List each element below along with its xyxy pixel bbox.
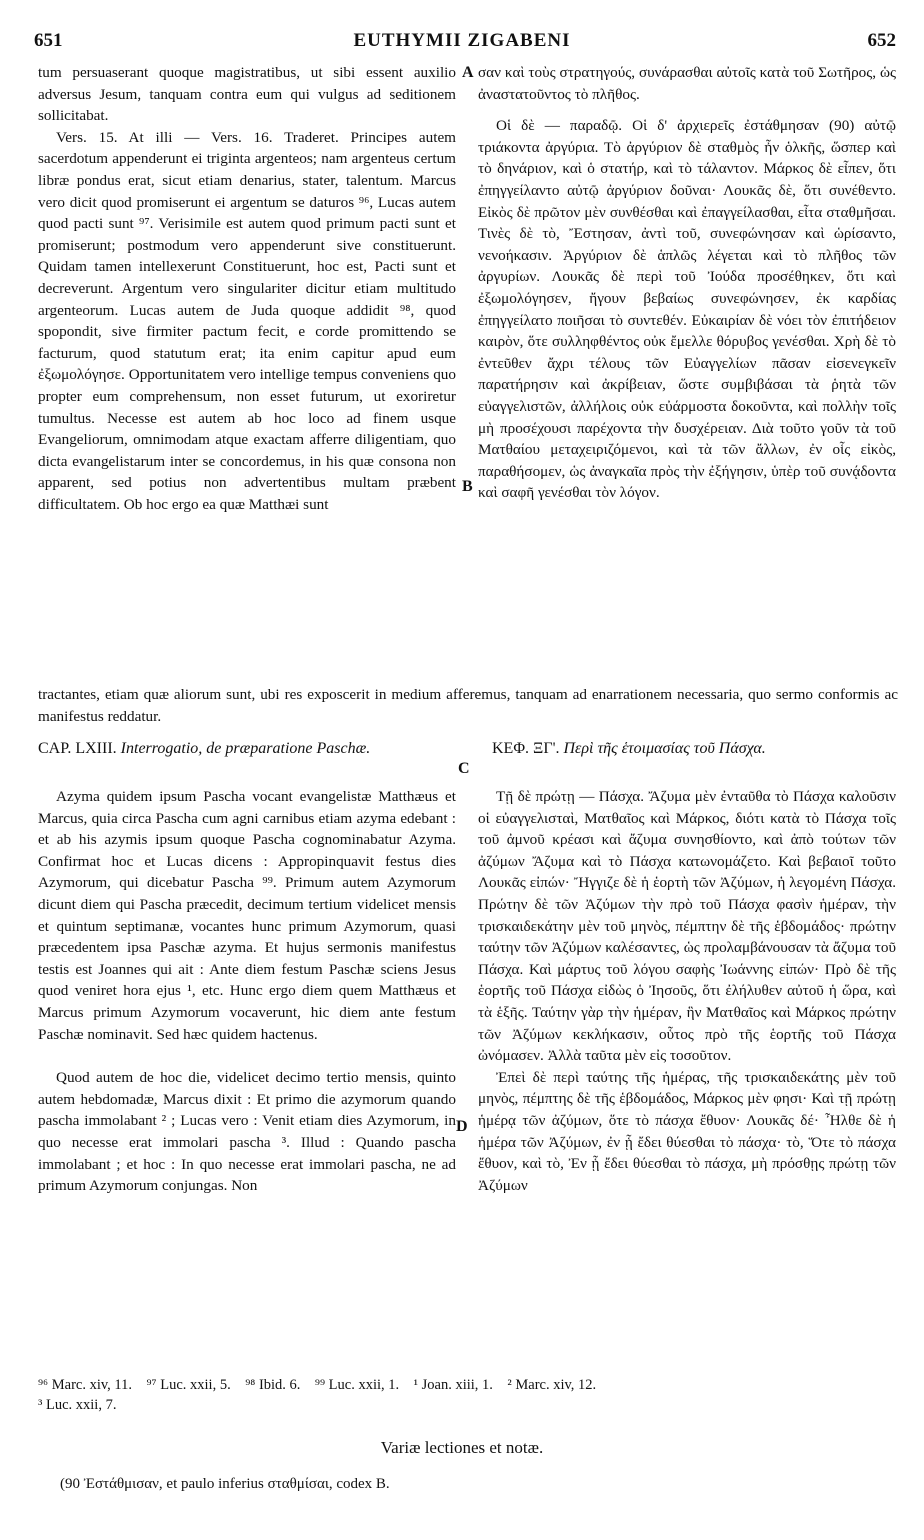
greek-paragraph: Οἱ δὲ — παραδῷ. Οἱ δ' ἀρχιερεῖς ἐστάθμησαν (90) αὐτῷ τριάκοντα ἀργύρια. Τὸ ἀργύριον δὲ σταθμὸς ἦν ὁλκῆς, ὥσπερ καὶ τὸ δηνάριον, καὶ ὁ στατήρ, καὶ τὸ τάλαντον. Μάρκος δὲ εἶπεν, ὅτι ἐπηγγείλαντο αὐτῷ ἀργύριον δοῦναι· Λουκᾶς δὲ, ὅτι συνέθεντο. Εἰκὸς δὲ πρῶτον μὲν συνθέσθαι καὶ ἐπαγγείλασθαι, εἶτα σταθμῆσαι. Τινὲς δὲ τὸ, Ἔστησαν, ἀντὶ τοῦ, συνεφώνησαν καὶ ὡρίσαντο, νενοήκασιν. Ἀργύριον δὲ ἁπλῶς λέγεται καὶ τὸ πλῆθος τῶν ἀργυρίων. Λουκᾶς δὲ περὶ τοῦ Ἰούδα προσέθηκεν, ὅτι καὶ ἐξωμολόγησεν, ἤγουν βεβαίως συνεφώνησεν, ἐκ καρδίας ἐπηγγείλατο ποιῆσαι τὸ συντεθέν. Εὐκαιρίαν δὲ νόει τὸν ἐπιτήδειον καιρὸν, ὅτε συλληφθέντος οὐκ ἔμελλε θόρυβος γενέσθαι. Χρὴ δὲ τὸ ἐντεῦθεν ἄχρι τέλους τῶν Εὐαγγελίων πᾶσαν εἰσενεγκεῖν παρατήρησιν καὶ ἀκρίβειαν, ὥστε συμβιβάσαι τὰ ῥητὰ τῶν εὐαγγελιστῶν, ἀλλήλοις οὐκ εὐάρμοστα δοκοῦντα, καὶ πολλὴν τοῖς μὴ προσέχουσι παρέχοντα τὴν δυσχέρειαν. Διὰ τοῦτο γοῦν τὰ τοῦ Ματθαίου μεταχειριζόμενοι, καὶ τὰ τῶν ἄλλων, ἐν οἷς εἰκὸς, παραθήσομεν, ὡς ἀναγκαῖα πρὸς τὴν ἐξήγησιν, ὑπὲρ τοῦ συνᾴδοντα καὶ σαφῆ γενέσθαι τὸν λόγον.	[478, 117, 896, 502]
footnote-line: ⁹⁶ Marc. xiv, 11. ⁹⁷ Luc. xxii, 5. ⁹⁸ Ibid. 6. ⁹⁹ Luc. xxii, 1. ¹ Joan. xiii, 1. ² Marc. xiv, 12.	[38, 1377, 597, 1393]
chapter-heading-greek	[492, 738, 902, 760]
latin-column-top	[38, 62, 456, 515]
chapter-heading-latin	[38, 738, 458, 760]
greek-paragraph: σαν καὶ τοὺς στρατηγούς, συνάρασθαι αὐτοῖς κατὰ τοῦ Σωτῆρος, ὡς ἀναστατοῦντος τὸ πλῆθος.	[478, 64, 896, 103]
page-number-right: 652	[867, 30, 896, 51]
margin-marker-d: D	[456, 1118, 468, 1135]
greek-column-top	[478, 62, 896, 504]
variae-heading: Variæ lectiones et notæ.	[380, 1438, 544, 1457]
variae-note: (90 Ἐστάθμισαν, et paulo inferius σταθμίσαι, codex B.	[60, 1476, 390, 1492]
chapter-title: Περὶ τῆς ἑτοιμασίας τοῦ Πάσχα.	[563, 740, 766, 757]
footnote-line: ³ Luc. xxii, 7.	[38, 1397, 117, 1413]
latin-column-bottom	[38, 786, 456, 1197]
greek-paragraph: Ἐπεὶ δὲ περὶ ταύτης τῆς ἡμέρας, τῆς τρισκαιδεκάτης μὲν τοῦ μηνὸς, πέμπτης δὲ τῆς ἑβδομάδος, Μάρκος μὲν φησι· Καὶ τῇ πρώτῃ ἡμέρᾳ τῶν ἀζύμων, ὅτε τὸ πάσχα ἔθυον· Λουκᾶς δέ· Ἦλθε δὲ ἡ ἡμέρα τῶν Ἀζύμων, ἐν ᾗ ἔδει θύεσθαι τὸ πάσχα· τὸ, Ὅτε τὸ πάσχα ἔθυον, καὶ τὸ, Ἐν ᾗ ἔδει θύεσθαι τὸ πάσχα, μὴ πρόσθῃς πρώτῃ τῶν Ἀζύμων	[478, 1068, 896, 1194]
greek-column-bottom	[478, 786, 896, 1196]
margin-marker-b: B	[462, 478, 473, 495]
latin-paragraph: Azyma quidem ipsum Pascha vocant evangelistæ Matthæus et Marcus, quia circa Pascha cum agni carnibus etiam azyma edebant : et ab his azymis ipsum quoque Pascha cognominabatur Azyma. Confirmat hoc et Lucas dicens : Appropinquavit festus dies Azymorum, qui dicebatur Pascha ⁹⁹. Primum autem Azymorum dicunt diem qui Pascha præcedit, decimum tertium videlicet mensis et quintum septimanæ, vocantes hunc primum Azymorum, quasi præcedentem ipsa Paschæ azyma. Et hujus sermonis manifestus testis est Joannes qui ait : Ante diem festum Paschæ sciens Jesus quod veniret hora ejus ¹, etc. Hunc ergo diem quem Matthæus et Marcus primum Azymorum vocaverunt, hic diem ante festum Paschæ nominavit. Sed hæc quidem hactenus.	[38, 788, 456, 1043]
greek-paragraph: Τῇ δὲ πρώτῃ — Πάσχα. Ἄζυμα μὲν ἐνταῦθα τὸ Πάσχα καλοῦσιν οἱ εὐαγγελισταὶ, Ματθαῖος καὶ Μάρκος, διότι κατὰ τὸ Πάσχα τοῖς τοῦ ἀμνοῦ κρέασι καὶ ἄζυμα συνησθίοντο, καὶ ἀπὸ τούτων τῶν ἀζύμων Ἄζυμα καὶ τὸ Πάσχα κατωνομάζετο. Καὶ βεβαιοῖ τοῦτο Λουκᾶς εἰπών· Ἤγγιζε δὲ ἡ ἑορτὴ τῶν Ἀζύμων, ἡ λεγομένη Πάσχα. Πρώτην δὲ τῶν Ἀζύμων τὴν πρὸ τοῦ Πάσχα φασὶν ἡμέραν, τὴν τρισκαιδεκάτην μὲν τοῦ μηνὸς, πέμπτην δὲ τῆς ἑβδομάδος· πρώτην ταύτην τῶν Ἀζύμων καλέσαντες, ὡς προλαμβάνουσαν τὰ ἄζυμα τοῦ Πάσχα. Καὶ μάρτυς τοῦ λόγου σαφὴς Ἰωάννης εἰπών· Πρὸ δὲ τῆς ἑορτῆς τοῦ Πάσχα εἰδὼς ὁ Ἰησοῦς, ὅτι ἐλήλυθεν αὐτοῦ ἡ ὥρα, καὶ τὰ ἑξῆς. Ταύτην γὰρ τὴν ἡμέραν, ἣν Ματθαῖος καὶ Μάρκος πρώτην τῶν Ἀζύμων κεκλήκασιν, οὗτος πρὸ τῆς ἑορτῆς τοῦ Πάσχα ὠνόμασεν. Ἀλλὰ ταῦτα μὲν εἰς τοσοῦτον.	[478, 788, 896, 1065]
latin-paragraph: Vers. 15. At illi — Vers. 16. Traderet. Principes autem sacerdotum appenderunt ei triginta argenteos; nam argenteus certum libræ pondus erat, sicut etiam denarius, stater, talentum. Marcus vero dicit quod promiserunt ei argentum se daturos ⁹⁶, Lucas autem quod pacti sunt ⁹⁷. Verisimile est autem quod primum pacti sunt et promiserunt; postmodum vero appenderunt sive constituerunt. Quidam tamen intellexerunt Constituerunt, hoc est, Pacti sunt et decreverunt. Argentum vero singulariter dicitur etiam multitudo argenteorum. Lucas autem de Juda quoque addidit ⁹⁸, quod spopondit, sive firmiter pactum fecit, e corde promittendo se facturum, quod statutum erat; ita enim capitur apud eum ἐξωμολόγησε. Opportunitatem vero intellige tempus conveniens quo propter eum comprehensum, non esset futurum, ut exoriretur tumultus. Necesse est autem ab hoc loco ad finem usque Evangeliorum, omnimodam atque exactam afferre diligentiam, quo dicta evangelistarum inter se concordemus, in his quæ consona non apparent, sed potius non advertentibus multam præbent difficultatem. Ob hoc ergo ea quæ Matthæi sunt	[38, 128, 456, 513]
chapter-number: CAP. LXIII.	[38, 740, 117, 757]
chapter-number: ΚΕΦ. ΞΓ'.	[492, 740, 560, 757]
margin-marker-c: C	[458, 760, 470, 777]
running-title: EUTHYMII ZIGABENI	[353, 30, 571, 51]
chapter-title: Interrogatio, de præparatione Paschæ.	[120, 740, 371, 757]
margin-marker-a: A	[462, 64, 474, 81]
page-number-left: 651	[34, 30, 63, 51]
latin-paragraph: Quod autem de hoc die, videlicet decimo tertio mensis, quinto autem hebdomadæ, Marcus dixit : Et primo die azymorum quando pascha immolabant ² ; Lucas vero : Venit etiam dies Azymorum, in quo necesse erat immolari pascha ³. Illud : Quando pascha immolabant ; et hoc : In quo necesse erat immolari pascha, ne ad primum Azymorum conjungas. Non	[38, 1069, 456, 1195]
latin-paragraph: tum persuaserant quoque magistratibus, ut sibi essent auxilio adversus Jesum, tanquam contra eum qui vulgus ad seditionem sollicitabat.	[38, 64, 456, 125]
latin-spanning-text: tractantes, etiam quæ aliorum sunt, ubi res exposcerit in medium afferemus, tanquam ad enarrationem necessaria, quo sermo conformis ac manifestus reddatur.	[38, 686, 898, 725]
